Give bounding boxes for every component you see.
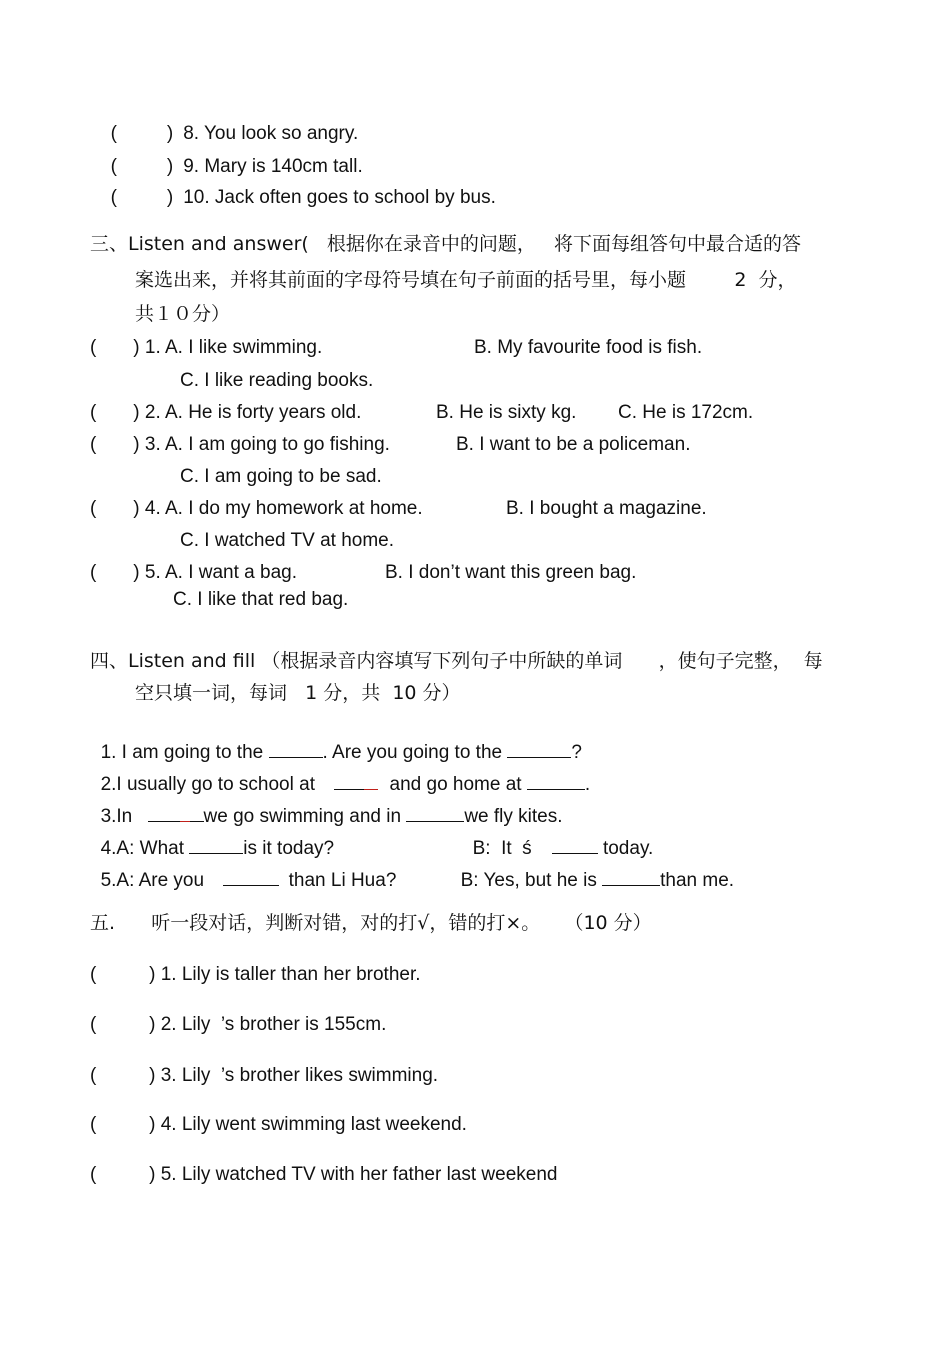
fill-sentence-4: 4.A: What is it today? xyxy=(90,811,334,861)
part3-q2-b: B. He is sixty kg. xyxy=(436,402,577,423)
answer-bracket-close[interactable]: ) xyxy=(166,123,174,144)
part3-q4-c: C. I watched TV at home. xyxy=(180,530,395,551)
part3-heading-line3: 共１０分） xyxy=(135,303,231,325)
question-10 xyxy=(100,162,496,210)
answer-bracket-open[interactable]: ( xyxy=(110,187,117,208)
part3-q3-a: ( ) 3. A. I am going to go fishing. xyxy=(90,434,390,455)
fill-sentence-4-b: B: It ś today. xyxy=(462,811,653,861)
judge-item-1: ( ) 1. Lily is taller than her brother. xyxy=(90,964,421,985)
fill-sentence-1: 1. I am going to the . Are you going to the ? xyxy=(90,715,582,765)
part3-q4-b: B. I bought a magazine. xyxy=(506,498,707,519)
answer-bracket-open[interactable]: ( xyxy=(110,156,117,177)
part3-q2-a: ( ) 2. A. He is forty years old. xyxy=(90,402,362,423)
fill-blank[interactable] xyxy=(223,867,279,886)
part3-q4-a: ( ) 4. A. I do my homework at home. xyxy=(90,498,423,519)
judge-item-2: ( ) 2. Lily ’s brother is 155cm. xyxy=(90,1014,387,1035)
fill-sentence-2: 2.I usually go to school at and go home at . xyxy=(90,747,590,797)
part3-q1-a: ( ) 1. A. I like swimming. xyxy=(90,337,323,358)
fill-blank[interactable] xyxy=(406,803,464,822)
part3-q5-a: ( ) 5. A. I want a bag. xyxy=(90,562,297,583)
part3-heading-line2: 案选出来，并将其前面的字母符号填在句子前面的括号里，每小题 2 分， xyxy=(135,269,797,291)
judge-item-5: ( ) 5. Lily watched TV with her father last weekend xyxy=(90,1164,558,1185)
fill-sentence-5-b: B: Yes, but he is than me. xyxy=(450,843,734,893)
part4-heading-line1: 四、Listen and fill （根据录音内容填写下列句子中所缺的单词 ，使句子完整， 每 xyxy=(90,650,823,672)
part3-heading-line1: 三、Listen and answer( 根据你在录音中的问题， 将下面每组答句中最合适的答 xyxy=(90,233,802,255)
answer-bracket-close[interactable]: ) xyxy=(166,187,174,208)
answer-bracket-open[interactable]: ( xyxy=(110,123,117,144)
question-text: 10. Jack often goes to school by bus. xyxy=(183,187,496,208)
fill-blank[interactable] xyxy=(602,867,660,886)
part3-q3-b: B. I want to be a policeman. xyxy=(456,434,691,455)
part3-q1-c: C. I like reading books. xyxy=(180,370,374,391)
part3-q1-b: B. My favourite food is fish. xyxy=(474,337,703,358)
question-text: 8. You look so angry. xyxy=(183,123,359,144)
question-text: 9. Mary is 140cm tall. xyxy=(183,156,363,177)
part3-q5-c: C. I like that red bag. xyxy=(173,589,349,610)
fill-sentence-3: 3.In we go swimming and in we fly kites. xyxy=(90,779,563,829)
part5-heading: 五. 听一段对话，判断对错，对的打√，错的打×。 （10 分） xyxy=(90,912,652,934)
fill-sentence-5: 5.A: Are you than Li Hua? xyxy=(90,843,396,893)
part3-q2-c: C. He is 172cm. xyxy=(618,402,754,423)
answer-bracket-close[interactable]: ) xyxy=(166,156,174,177)
judge-item-4: ( ) 4. Lily went swimming last weekend. xyxy=(90,1114,467,1135)
part4-heading-line2: 空只填一词，每词 1 分，共 10 分） xyxy=(135,682,461,704)
part3-q5-b: B. I don’t want this green bag. xyxy=(385,562,637,583)
judge-item-3: ( ) 3. Lily ’s brother likes swimming. xyxy=(90,1065,439,1086)
part3-q3-c: C. I am going to be sad. xyxy=(180,466,382,487)
